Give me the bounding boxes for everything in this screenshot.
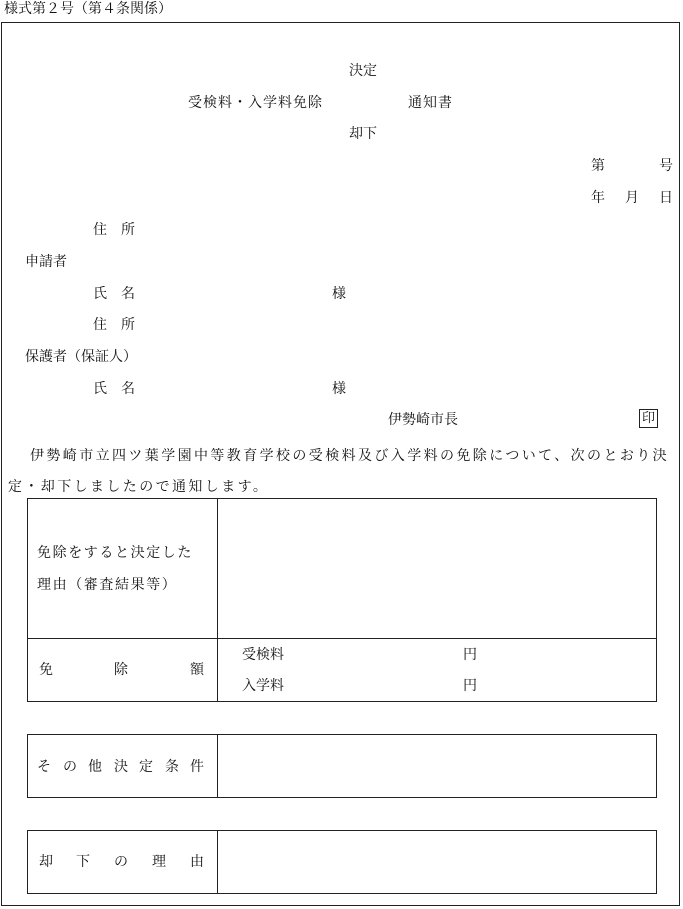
table-rejection-reason-divider <box>217 830 218 894</box>
reject-label-char-1: 却 <box>39 854 53 870</box>
doc-number-prefix: 第 <box>591 158 605 174</box>
reject-label-char-3: の <box>114 854 128 870</box>
issuer: 伊勢崎市長 <box>388 412 458 428</box>
body-text-content: 伊勢崎市立四ツ葉学園中等教育学校の受検料及び入学料の免除について、次のとおり決定・却下しましたので通知します。 <box>8 448 670 495</box>
reject-label-char-2: 下 <box>76 854 90 870</box>
table-other-conditions-divider <box>217 734 218 798</box>
form-number: 様式第２号（第４条関係） <box>4 1 172 17</box>
fee2-label: 入学料 <box>242 678 284 694</box>
guardian-honorific: 様 <box>332 381 346 397</box>
reason-label-line2: 理由（審査結果等） <box>37 577 178 593</box>
doc-number-suffix: 号 <box>659 158 673 174</box>
guardian-label: 保護者（保証人） <box>25 349 137 365</box>
fee2-unit: 円 <box>463 678 477 694</box>
date-month: 月 <box>625 190 639 206</box>
table-exemption-divider <box>217 498 218 702</box>
amount-label-char-2: 除 <box>114 662 128 678</box>
reason-label-line1: 免除をすると決定した <box>37 545 193 561</box>
title-main: 受検料・入学料免除 <box>188 95 323 111</box>
reject-label-char-5: 由 <box>190 854 204 870</box>
date-year: 年 <box>591 190 605 206</box>
other-label-char-1: そ <box>37 759 51 775</box>
applicant-honorific: 様 <box>332 286 346 302</box>
applicant-label: 申請者 <box>25 254 67 270</box>
seal-mark: 印 <box>639 409 658 428</box>
title-decided: 決定 <box>349 63 377 79</box>
title-notice: 通知書 <box>408 95 453 111</box>
amount-label-char-1: 免 <box>39 662 53 678</box>
guardian-name-label: 氏 名 <box>93 381 135 397</box>
other-label-char-6: 条 <box>165 759 179 775</box>
date-day: 日 <box>659 190 673 206</box>
applicant-name-label: 氏 名 <box>93 286 135 302</box>
other-label-char-3: 他 <box>88 759 102 775</box>
amount-label-char-3: 額 <box>190 662 204 678</box>
title-rejected: 却下 <box>349 126 377 142</box>
body-text <box>8 441 676 503</box>
fee1-unit: 円 <box>463 647 477 663</box>
other-label-char-2: の <box>63 759 77 775</box>
table-exemption-row-divider <box>27 638 657 639</box>
other-label-char-4: 決 <box>114 759 128 775</box>
other-label-char-5: 定 <box>139 759 153 775</box>
reject-label-char-4: 理 <box>152 854 166 870</box>
fee1-label: 受検料 <box>242 647 284 663</box>
guardian-address-label: 住 所 <box>93 317 135 333</box>
other-label-char-7: 件 <box>190 759 204 775</box>
applicant-address-label: 住 所 <box>93 222 135 238</box>
